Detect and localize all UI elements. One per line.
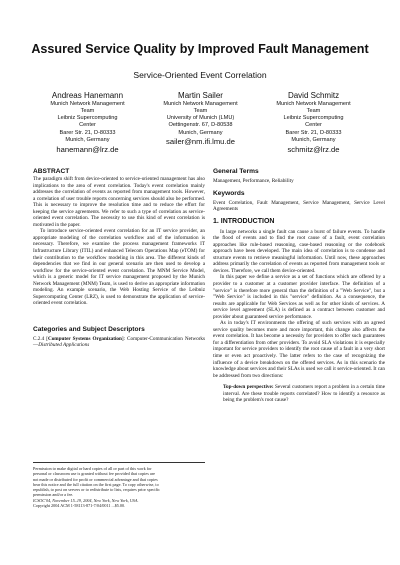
introduction-paragraph: As in today's IT environments the offering of such services with an agreed service quality becomes more and more important, this change also affects the event correlation. It has become a necessity for providers to offer such guarantees for a differentiation from other providers. To avoid SLA violations it is especially important for service providers to identify the root cause of a fault in a very short time or even act proactively. The latter refers to the case of recognizing the influence of a device breakdown on the offered services. As in this scenario the knowledge about services and their SLAs is used we call it service-oriented. It can be addressed from two directions: <box>213 320 385 379</box>
introduction-paragraph: In this paper we define a service as a set of functions which are offered by a provider to a customer at a customer provider interface. The definition of a "service" is therefore more general than the definition of a "Web Service", but a "Web Service" is included in this "service" definition. As a consequence, the results are applicable for Web Services as well as for other kinds of services. A service level agreement (SLA) is defined as a contract between customer and provider about guaranteed service performance. <box>213 274 385 320</box>
author-affiliation-line: Team <box>193 107 208 114</box>
right-column <box>213 168 385 409</box>
author-affiliation-line: Team <box>306 107 321 114</box>
author-name: Martin Sailer <box>178 91 223 100</box>
author-affiliation-line: Munich, Germany <box>178 129 223 136</box>
author-affiliation-line: University of Munich (LMU) <box>166 115 235 122</box>
author-email: schmitz@lrz.de <box>287 144 340 154</box>
list-item-lead: Top-down perspective: <box>223 384 274 391</box>
keywords-text: Event Correlation, Fault Management, Service Management, Service Level Agreements <box>213 199 385 213</box>
author-affiliation-line: Oettingenstr. 67, D-80538 <box>168 122 233 129</box>
introduction-paragraph: In large networks a single fault can cause a burst of failure events. To handle the flood of events and to find the root cause of a fault, event correlation approaches like rule-based reasoning, case-based reasoning or the codebook approach have been developed. The main idea of correlation is to condense and structure events to retrieve meaningful information. Until now, these approaches address primarily the correlation of events as reported from management tools or devices. Therefore, we call them device-oriented. <box>213 228 385 274</box>
list-item <box>213 384 385 404</box>
author-block <box>30 91 370 154</box>
author-name: Andreas Hanemann <box>51 91 124 100</box>
left-column <box>33 168 205 354</box>
author-affiliation-line: Barer Str. 21, D-80333 <box>285 129 342 136</box>
keywords-section <box>213 190 385 213</box>
author-name: David Schmitz <box>287 91 340 100</box>
author-affiliation-line: Leibniz Supercomputing <box>283 115 344 122</box>
author-affiliation-line: Barer Str. 21, D-80333 <box>59 129 116 136</box>
abstract-paragraph: The paradigm shift from device-oriented to service-oriented management has also implications to the area of event correlation. Today's event correlation mainly addresses the correlation of events as reported from management tools. However, a correlation of user trouble reports concerning services should also be performed. This is necessary to improve the resolution time and to reduce the effort for keeping the service agreements. We refer to such a type of correlation as service-oriented event correlation. The necessity to use this kind of event correlation is motivated in the paper. <box>33 176 205 228</box>
author-affiliation-line: Center <box>305 122 322 129</box>
categories-text: C.2.4 [Computer Systems Organization]: Computer-Communication Networks—Distributed Applications <box>33 335 206 349</box>
author-affiliation-line: Munich Network Management <box>276 100 351 107</box>
abstract-heading: ABSTRACT <box>33 168 70 175</box>
author-2 <box>143 91 258 147</box>
introduction-section <box>213 218 385 404</box>
categories-heading: Categories and Subject Descriptors <box>33 325 145 333</box>
keywords-heading: Keywords <box>213 189 245 197</box>
paper-subtitle: Service-Oriented Event Correlation <box>133 70 267 80</box>
author-affiliation-line: Team <box>80 107 95 114</box>
author-affiliation-line: Munich Network Management <box>163 100 238 107</box>
introduction-heading: 1. INTRODUCTION <box>213 217 275 225</box>
general-terms-heading: General Terms <box>213 168 259 175</box>
author-affiliation-line: Munich, Germany <box>65 136 110 143</box>
list-item-text: Several customers report a problem in a certain time interval. Are these trouble reports correlated? How to identify a resource as being the problem's root cause? <box>223 384 386 404</box>
abstract-section <box>33 168 205 307</box>
author-affiliation-line: Leibniz Supercomputing <box>57 115 118 122</box>
permission-notice: Permission to make digital or hard copies of all or part of this work for personal or classroom use is granted without fee provided that copies are not made or distributed for profit or commercial advantage and that copies bear this notice and the full citation on the first page. To copy otherwise, to republish, to post on servers or to redistribute to lists, requires prior specific permission and/or a fee. ICSOC'04, November 15–19, 2004, New York, New York, USA. Copyright 2004 ACM 1-58113-871-7/04/0011 ...$5.00. <box>33 462 205 508</box>
author-3 <box>256 91 371 155</box>
categories-section <box>33 326 205 349</box>
general-terms-section <box>213 168 385 185</box>
abstract-paragraph: To introduce service-oriented event correlation for an IT service provider, an appropriate modeling of the correlation workflow and of the information is necessary. Therefore, we examine the process management frameworks IT Infrastructure Library (ITIL) and enhanced Telecom Operations Map (eTOM) for their contribution to the workflow modeling in this area. The different kinds of dependencies that we find in our general scenario are then used to develop a workflow for the service-oriented event correlation. The MNM Service Model, which is a generic model for IT service management proposed by the Munich Network Management (MNM) Team, is used to derive an appropriate information modeling. An example scenario, the Web Hosting Service of the Leibniz Supercomputing Center (LRZ), is used to demonstrate the application of service-oriented event correlation. <box>33 228 205 307</box>
author-email: hanemann@lrz.de <box>56 144 119 154</box>
author-1 <box>30 91 145 155</box>
general-terms-text: Management, Performance, Reliability <box>213 178 294 184</box>
author-affiliation-line: Munich Network Management <box>50 100 125 107</box>
author-affiliation-line: Center <box>79 122 96 129</box>
author-affiliation-line: Munich, Germany <box>291 136 336 143</box>
paper-title: Assured Service Quality by Improved Fault Management <box>31 42 369 56</box>
author-email: sailer@nm.ifi.lmu.de <box>166 137 235 147</box>
